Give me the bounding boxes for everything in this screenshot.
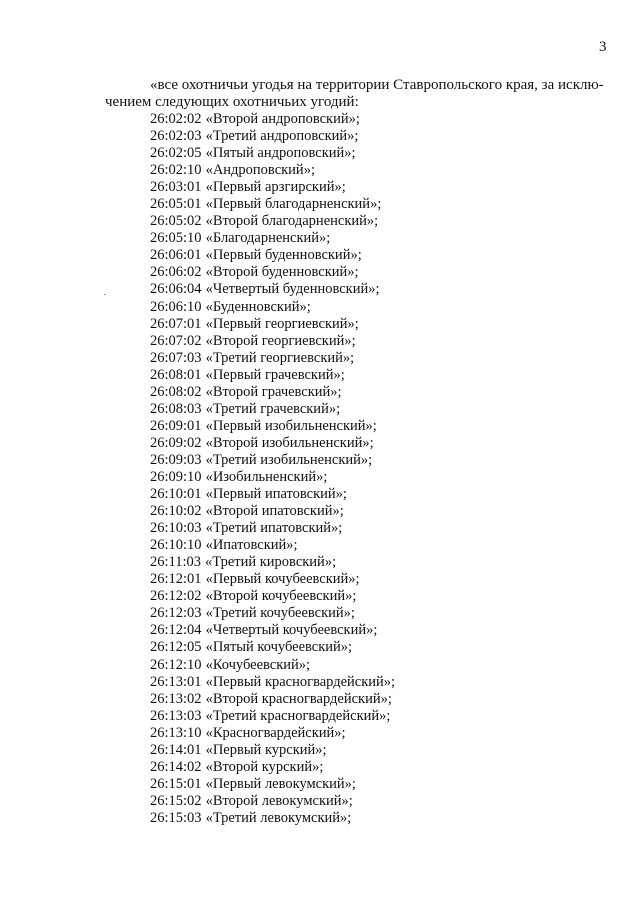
entry-name: «Второй грачевский»; xyxy=(205,383,342,400)
entry-name: «Первый благодарненский»; xyxy=(205,196,382,213)
entry-code: 26:09:03 xyxy=(150,451,202,468)
list-item xyxy=(150,810,395,827)
hunting-grounds-list xyxy=(150,111,395,827)
list-item xyxy=(150,299,395,316)
list-item xyxy=(150,196,395,213)
list-item xyxy=(150,759,395,776)
entry-code: 26:08:01 xyxy=(150,366,202,383)
list-item xyxy=(150,571,395,588)
list-item xyxy=(150,452,395,469)
entry-name: «Ипатовский»; xyxy=(205,537,298,554)
list-item xyxy=(150,520,395,537)
entry-code: 26:08:03 xyxy=(150,400,202,417)
entry-name: «Третий изобильненский»; xyxy=(205,451,373,468)
list-item xyxy=(150,776,395,793)
entry-name: «Изобильненский»; xyxy=(205,468,328,485)
entry-code: 26:15:01 xyxy=(150,775,202,792)
list-item xyxy=(150,145,395,162)
list-item xyxy=(150,725,395,742)
entry-code: 26:11:03 xyxy=(150,554,202,571)
entry-code: 26:15:03 xyxy=(150,809,202,826)
entry-code: 26:10:02 xyxy=(150,503,202,520)
entry-name: «Третий андроповский»; xyxy=(205,128,359,145)
entry-code: 26:13:03 xyxy=(150,707,202,724)
entry-code: 26:14:01 xyxy=(150,741,202,758)
entry-code: 26:05:02 xyxy=(150,213,202,230)
entry-name: «Пятый кочубеевский»; xyxy=(205,639,353,656)
entry-name: «Первый красногвардейский»; xyxy=(205,673,396,690)
entry-name: «Второй кочубеевский»; xyxy=(205,588,357,605)
entry-code: 26:14:02 xyxy=(150,758,202,775)
entry-code: 26:06:04 xyxy=(150,281,202,298)
entry-code: 26:09:01 xyxy=(150,417,202,434)
entry-name: «Четвертый буденновский»; xyxy=(205,281,380,298)
entry-code: 26:05:01 xyxy=(150,196,202,213)
list-item xyxy=(150,179,395,196)
entry-name: «Кочубеевский»; xyxy=(205,656,311,673)
entry-name: «Первый георгиевский»; xyxy=(205,315,359,332)
entry-code: 26:06:01 xyxy=(150,247,202,264)
list-item xyxy=(150,316,395,333)
entry-code: 26:12:01 xyxy=(150,571,202,588)
list-item xyxy=(150,674,395,691)
entry-name: «Первый ипатовский»; xyxy=(205,486,347,503)
entry-name: «Первый левокумский»; xyxy=(205,775,356,792)
entry-code: 26:03:01 xyxy=(150,179,202,196)
entry-code: 26:02:02 xyxy=(150,111,202,127)
entry-name: «Буденновский»; xyxy=(205,298,311,315)
list-item xyxy=(150,384,395,401)
entry-code: 26:02:03 xyxy=(150,128,202,145)
entry-name: «Первый арзгирский»; xyxy=(205,179,346,196)
entry-name: «Первый изобильненский»; xyxy=(205,417,377,434)
entry-code: 26:06:10 xyxy=(150,298,202,315)
entry-code: 26:12:05 xyxy=(150,639,202,656)
entry-name: «Третий кировский»; xyxy=(205,554,337,571)
list-item xyxy=(150,213,395,230)
list-item xyxy=(150,247,395,264)
entry-code: 26:12:04 xyxy=(150,622,202,639)
entry-name: «Второй ипатовский»; xyxy=(205,503,344,520)
list-item xyxy=(150,264,395,281)
entry-code: 26:09:10 xyxy=(150,468,202,485)
list-item xyxy=(150,691,395,708)
entry-name: «Пятый андроповский»; xyxy=(205,145,356,162)
entry-name: «Первый буденновский»; xyxy=(205,247,362,264)
list-item xyxy=(150,503,395,520)
entry-code: 26:13:02 xyxy=(150,690,202,707)
entry-name: «Второй курский»; xyxy=(205,758,324,775)
entry-code: 26:13:10 xyxy=(150,724,202,741)
scan-speck xyxy=(104,294,106,295)
entry-name: «Третий кочубеевский»; xyxy=(205,605,355,622)
entry-name: «Второй красногвардейский»; xyxy=(205,690,392,707)
entry-name: «Первый кочубеевский»; xyxy=(205,571,360,588)
list-item xyxy=(150,486,395,503)
list-item xyxy=(150,281,395,298)
entry-name: «Второй андроповский»; xyxy=(205,111,360,127)
entry-name: «Второй буденновский»; xyxy=(205,264,359,281)
intro-line-1: «все охотничьи угодья на территории Ставропольского края, за исклю- xyxy=(150,77,604,93)
entry-code: 26:12:10 xyxy=(150,656,202,673)
list-item xyxy=(150,162,395,179)
entry-code: 26:06:02 xyxy=(150,264,202,281)
list-item xyxy=(150,622,395,639)
list-item xyxy=(150,639,395,656)
entry-code: 26:07:02 xyxy=(150,332,202,349)
entry-code: 26:12:02 xyxy=(150,588,202,605)
entry-code: 26:05:10 xyxy=(150,230,202,247)
entry-code: 26:07:03 xyxy=(150,349,202,366)
list-item xyxy=(150,367,395,384)
list-item xyxy=(150,657,395,674)
list-item xyxy=(150,588,395,605)
list-item xyxy=(150,605,395,622)
entry-name: «Второй изобильненский»; xyxy=(205,434,374,451)
entry-code: 26:13:01 xyxy=(150,673,202,690)
entry-name: «Третий левокумский»; xyxy=(205,809,352,826)
list-item xyxy=(150,554,395,571)
entry-name: «Второй георгиевский»; xyxy=(205,332,356,349)
entry-code: 26:10:03 xyxy=(150,520,202,537)
entry-code: 26:09:02 xyxy=(150,434,202,451)
entry-code: 26:12:03 xyxy=(150,605,202,622)
entry-name: «Третий ипатовский»; xyxy=(205,520,343,537)
list-item xyxy=(150,401,395,418)
entry-name: «Третий грачевский»; xyxy=(205,400,341,417)
entry-code: 26:08:02 xyxy=(150,383,202,400)
entry-name: «Второй благодарненский»; xyxy=(205,213,379,230)
entry-name: «Третий георгиевский»; xyxy=(205,349,355,366)
list-item xyxy=(150,708,395,725)
entry-code: 26:15:02 xyxy=(150,792,202,809)
list-item xyxy=(150,230,395,247)
entry-name: «Андроповский»; xyxy=(205,162,315,179)
entry-name: «Первый грачевский»; xyxy=(205,366,345,383)
entry-code: 26:07:01 xyxy=(150,315,202,332)
list-item xyxy=(150,742,395,759)
entry-code: 26:02:10 xyxy=(150,162,202,179)
list-item xyxy=(150,128,395,145)
entry-name: «Красногвардейский»; xyxy=(205,724,346,741)
entry-name: «Благодарненский»; xyxy=(205,230,331,247)
entry-name: «Второй левокумский»; xyxy=(205,792,353,809)
list-item xyxy=(150,350,395,367)
entry-code: 26:10:01 xyxy=(150,486,202,503)
list-item xyxy=(150,111,395,128)
entry-name: «Четвертый кочубеевский»; xyxy=(205,622,378,639)
list-item xyxy=(150,418,395,435)
list-item xyxy=(150,333,395,350)
entry-code: 26:02:05 xyxy=(150,145,202,162)
list-item xyxy=(150,469,395,486)
intro-line-2: чением следующих охотничьих угодий: xyxy=(105,94,359,110)
list-item xyxy=(150,435,395,452)
entry-code: 26:10:10 xyxy=(150,537,202,554)
list-item xyxy=(150,793,395,810)
list-item xyxy=(150,537,395,554)
page-number: 3 xyxy=(599,39,607,55)
entry-name: «Первый курский»; xyxy=(205,741,327,758)
entry-name: «Третий красногвардейский»; xyxy=(205,707,391,724)
intro-paragraph xyxy=(105,77,610,111)
